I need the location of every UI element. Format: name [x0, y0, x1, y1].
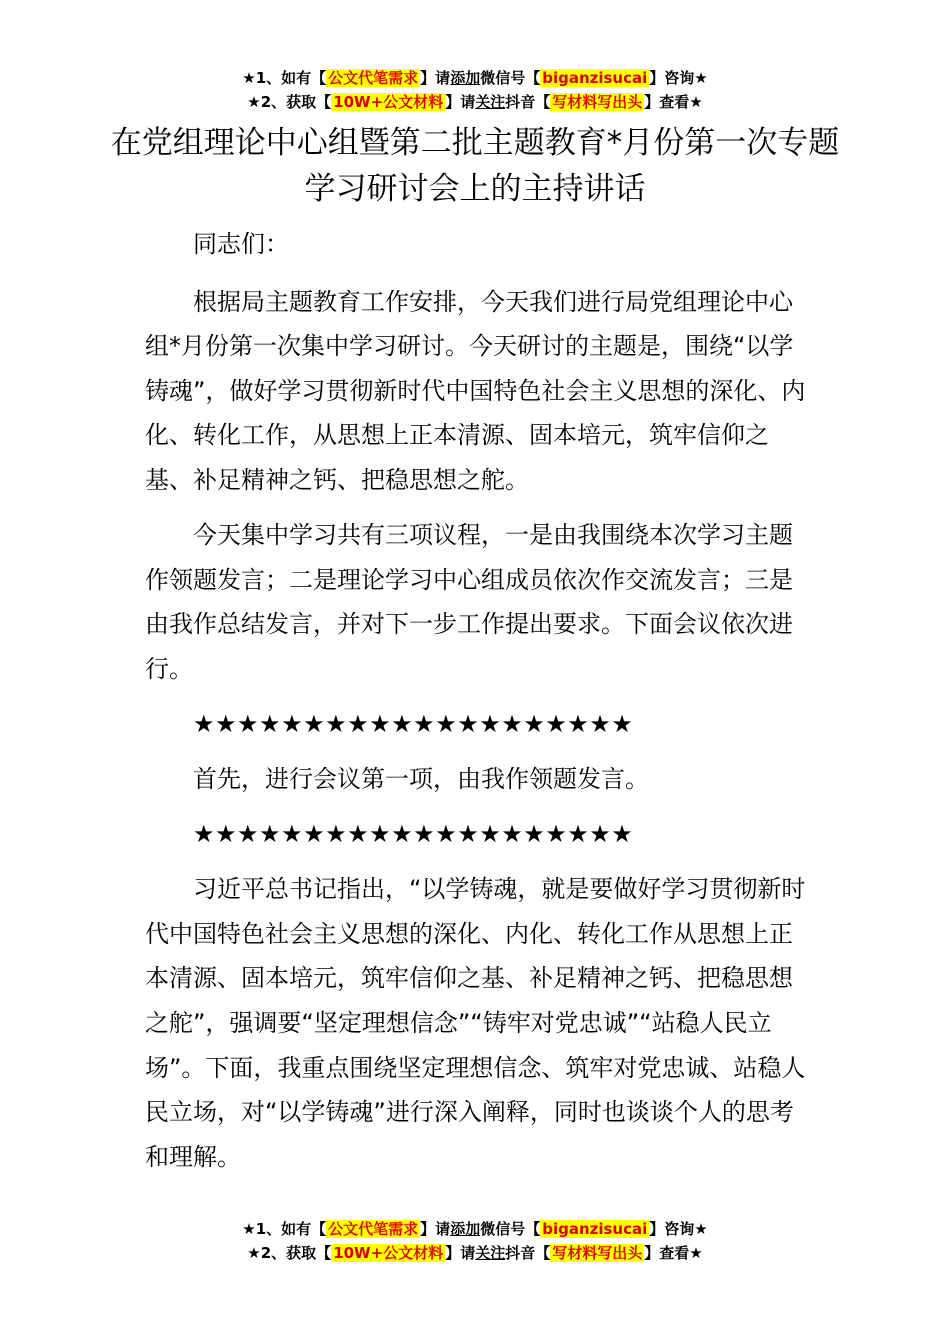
- promo-text: 】查看★: [644, 1244, 703, 1262]
- promo-text: 】请: [445, 1244, 476, 1262]
- document-title: 在党组理论中心组暨第二批主题教育*月份第一次专题学习研讨会上的主持讲话: [110, 125, 840, 207]
- promo-text: ★1、如有【: [242, 1220, 327, 1238]
- promo-highlight: 写材料写出头: [552, 93, 643, 111]
- agenda-item: 首先，进行会议第一项，由我作领题发言。: [193, 765, 649, 794]
- promo-underlined: 添加: [450, 1220, 481, 1238]
- promo-text: ★2、获取【: [247, 93, 332, 111]
- promo-line-1: [0, 1217, 950, 1241]
- promo-banner-bottom: [0, 1217, 950, 1265]
- promo-text: 】请: [445, 93, 476, 111]
- promo-line-2: [0, 1241, 950, 1265]
- paragraph: 今天集中学习共有三项议程，一是由我围绕本次学习主题作领题发言；二是理论学习中心组成员依次作交流发言；三是由我作总结发言，并对下一步工作提出要求。下面会议依次进行。: [145, 521, 793, 683]
- promo-text: 微信号【: [480, 1220, 541, 1238]
- document-body: [145, 222, 807, 1190]
- promo-highlight: biganzisucai: [542, 1220, 648, 1238]
- star-separator: ★★★★★★★★★★★★★★★★★★★★: [193, 820, 634, 849]
- promo-text: 】查看★: [644, 93, 703, 111]
- promo-text: 微信号【: [480, 69, 541, 87]
- promo-underlined: 关注: [475, 1244, 506, 1262]
- promo-highlight: 公文代笔需求: [328, 1220, 419, 1238]
- promo-highlight: biganzisucai: [542, 69, 648, 87]
- promo-text: ★2、获取【: [247, 1244, 332, 1262]
- promo-text: 抖音【: [505, 93, 551, 111]
- promo-banner-top: [0, 66, 950, 114]
- promo-highlight: 写材料写出头: [552, 1244, 643, 1262]
- promo-highlight: 10W+公文材料: [333, 93, 444, 111]
- promo-text: 抖音【: [505, 1244, 551, 1262]
- paragraph: 根据局主题教育工作安排，今天我们进行局党组理论中心组*月份第一次集中学习研讨。今天研讨的主题是，围绕“以学铸魂”，做好学习贯彻新时代中国特色社会主义思想的深化、内化、转化工作，从思想上正本清源、固本培元，筑牢信仰之基、补足精神之钙、把稳思想之舵。: [145, 287, 806, 494]
- promo-underlined: 添加: [450, 69, 481, 87]
- promo-highlight: 10W+公文材料: [333, 1244, 444, 1262]
- promo-text: 】请: [420, 69, 451, 87]
- star-separator: ★★★★★★★★★★★★★★★★★★★★: [193, 709, 634, 738]
- promo-text: ★1、如有【: [242, 69, 327, 87]
- promo-text: 】咨询★: [649, 69, 708, 87]
- salutation: 同志们：: [193, 230, 289, 258]
- promo-line-1: [0, 66, 950, 90]
- promo-text: 】请: [420, 1220, 451, 1238]
- promo-line-2: [0, 90, 950, 114]
- promo-highlight: 公文代笔需求: [328, 69, 419, 87]
- promo-underlined: 关注: [475, 93, 506, 111]
- promo-text: 】咨询★: [649, 1220, 708, 1238]
- speech-paragraph: 习近平总书记指出，“以学铸魂，就是要做好学习贯彻新时代中国特色社会主义思想的深化、内化、转化工作从思想上正本清源、固本培元，筑牢信仰之基、补足精神之钙、把稳思想之舵”，强调要“坚定理想信念”“铸牢对党忠诚”“站稳人民立场”。下面，我重点围绕坚定理想信念、筑牢对党忠诚、站稳人民立场，对“以学铸魂”进行深入阐释，同时也谈谈个人的思考和理解。: [145, 875, 806, 1171]
